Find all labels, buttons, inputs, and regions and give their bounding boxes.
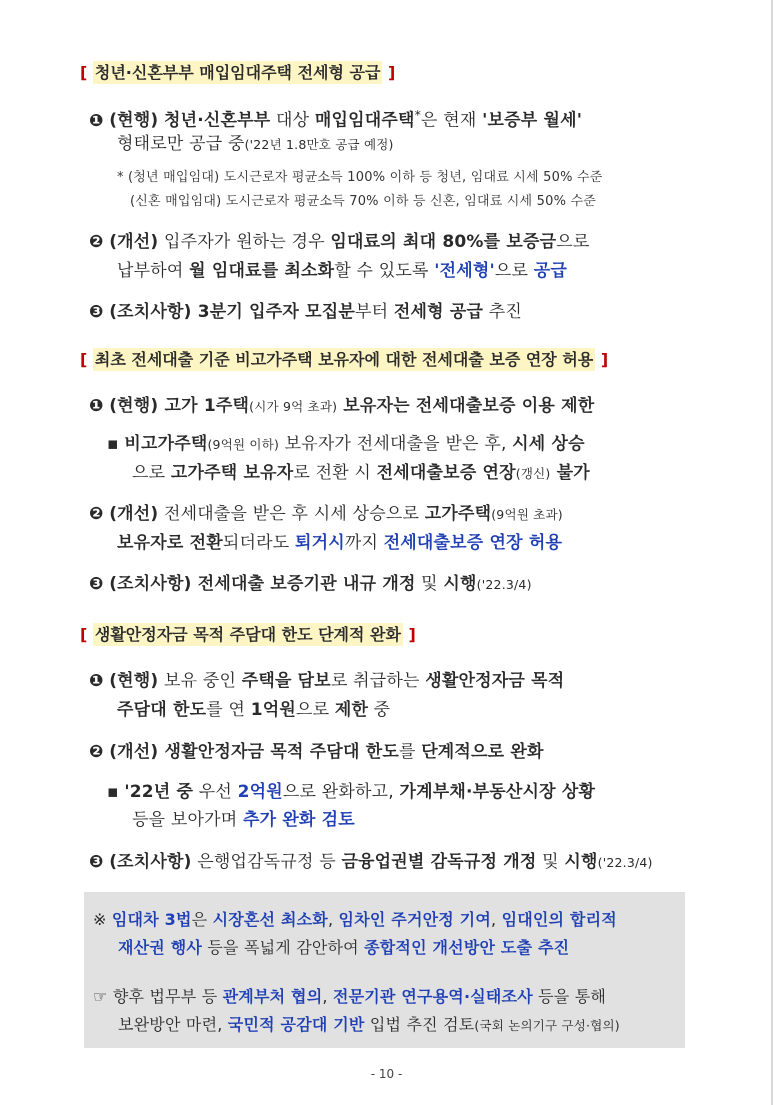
- item-3-improve: ❷ (개선) 생활안정자금 목적 주담대 한도를 단계적으로 완화: [89, 742, 544, 762]
- section-header-2: [ 최초 전세대출 기준 비고가주택 보유자에 대한 전세대출 보증 연장 허용 ]: [80, 350, 609, 369]
- box-para-2-line2: 보완방안 마련, 국민적 공감대 기반 입법 추진 검토(국회 논의기구 구성·협의): [118, 1015, 620, 1034]
- footnote-2: (신혼 매입임대) 도시근로자 평균소득 70% 이하 등 신혼, 임대료 시세 50% 수준: [130, 194, 596, 209]
- item-3-action: ❸ (조치사항) 은행업감독규정 등 금융업권별 감독규정 개정 및 시행('22.3/4): [89, 852, 653, 872]
- item-1-current: ❶ (현행) 청년·신혼부부 대상 매입임대주택*은 현재 '보증부 월세': [89, 107, 583, 131]
- box-para-1-line2: 재산권 행사 등을 폭넓게 감안하여 종합적인 개선방안 도출 추진: [118, 938, 570, 957]
- item-3-current: ❶ (현행) 보유 중인 주택을 담보로 취급하는 생활안정자금 목적: [89, 671, 565, 691]
- item-3-bullet: ▪ '22년 중 우선 2억원으로 완화하고, 가계부채·부동산시장 상황: [107, 782, 596, 802]
- box-para-2: ☞ 향후 법무부 등 관계부처 협의, 전문기관 연구용역·실태조사 등을 통해: [93, 987, 607, 1006]
- item-2-improve-line2: 보유자로 전환되더라도 퇴거시까지 전세대출보증 연장 허용: [117, 533, 563, 553]
- section-header-1: [ 청년·신혼부부 매입임대주택 전세형 공급 ]: [80, 63, 396, 82]
- item-3-bullet-line2: 등을 보아가며 추가 완화 검토: [132, 810, 355, 830]
- item-2-current: ❶ (현행) 고가 1주택(시가 9억 초과) 보유자는 전세대출보증 이용 제한: [89, 396, 595, 416]
- section-header-3: [ 생활안정자금 목적 주담대 한도 단계적 완화 ]: [80, 625, 416, 644]
- item-1-current-line2: 형태로만 공급 중('22년 1.8만호 공급 예정): [117, 134, 394, 154]
- section-title: 청년·신혼부부 매입임대주택 전세형 공급: [94, 63, 381, 82]
- item-2-action: ❸ (조치사항) 전세대출 보증기관 내규 개정 및 시행('22.3/4): [89, 574, 532, 594]
- item-2-bullet: ▪ 비고가주택(9억원 이하) 보유자가 전세대출을 받은 후, 시세 상승: [107, 434, 585, 454]
- footnote-1: * (청년 매입임대) 도시근로자 평균소득 100% 이하 등 청년, 임대료 시세 50% 수준: [117, 170, 603, 185]
- section-title: 생활안정자금 목적 주담대 한도 단계적 완화: [94, 625, 401, 644]
- box-para-1: ※ 임대차 3법은 시장혼선 최소화, 임차인 주거안정 기여, 임대인의 합리적: [93, 910, 617, 929]
- section-title: 최초 전세대출 기준 비고가주택 보유자에 대한 전세대출 보증 연장 허용: [94, 350, 594, 369]
- item-1-improve: ❷ (개선) 입주자가 원하는 경우 임대료의 최대 80%를 보증금으로: [89, 232, 590, 252]
- page-number: - 10 -: [370, 1067, 403, 1081]
- item-3-current-line2: 주담대 한도를 연 1억원으로 제한 중: [117, 700, 391, 720]
- item-1-improve-line2: 납부하여 월 임대료를 최소화할 수 있도록 '전세형'으로 공급: [117, 261, 568, 281]
- item-1-action: ❸ (조치사항) 3분기 입주자 모집분부터 전세형 공급 추진: [89, 302, 522, 322]
- item-2-improve: ❷ (개선) 전세대출을 받은 후 시세 상승으로 고가주택(9억원 초과): [89, 504, 563, 524]
- item-2-bullet-line2: 으로 고가주택 보유자로 전환 시 전세대출보증 연장(갱신) 불가: [132, 463, 590, 483]
